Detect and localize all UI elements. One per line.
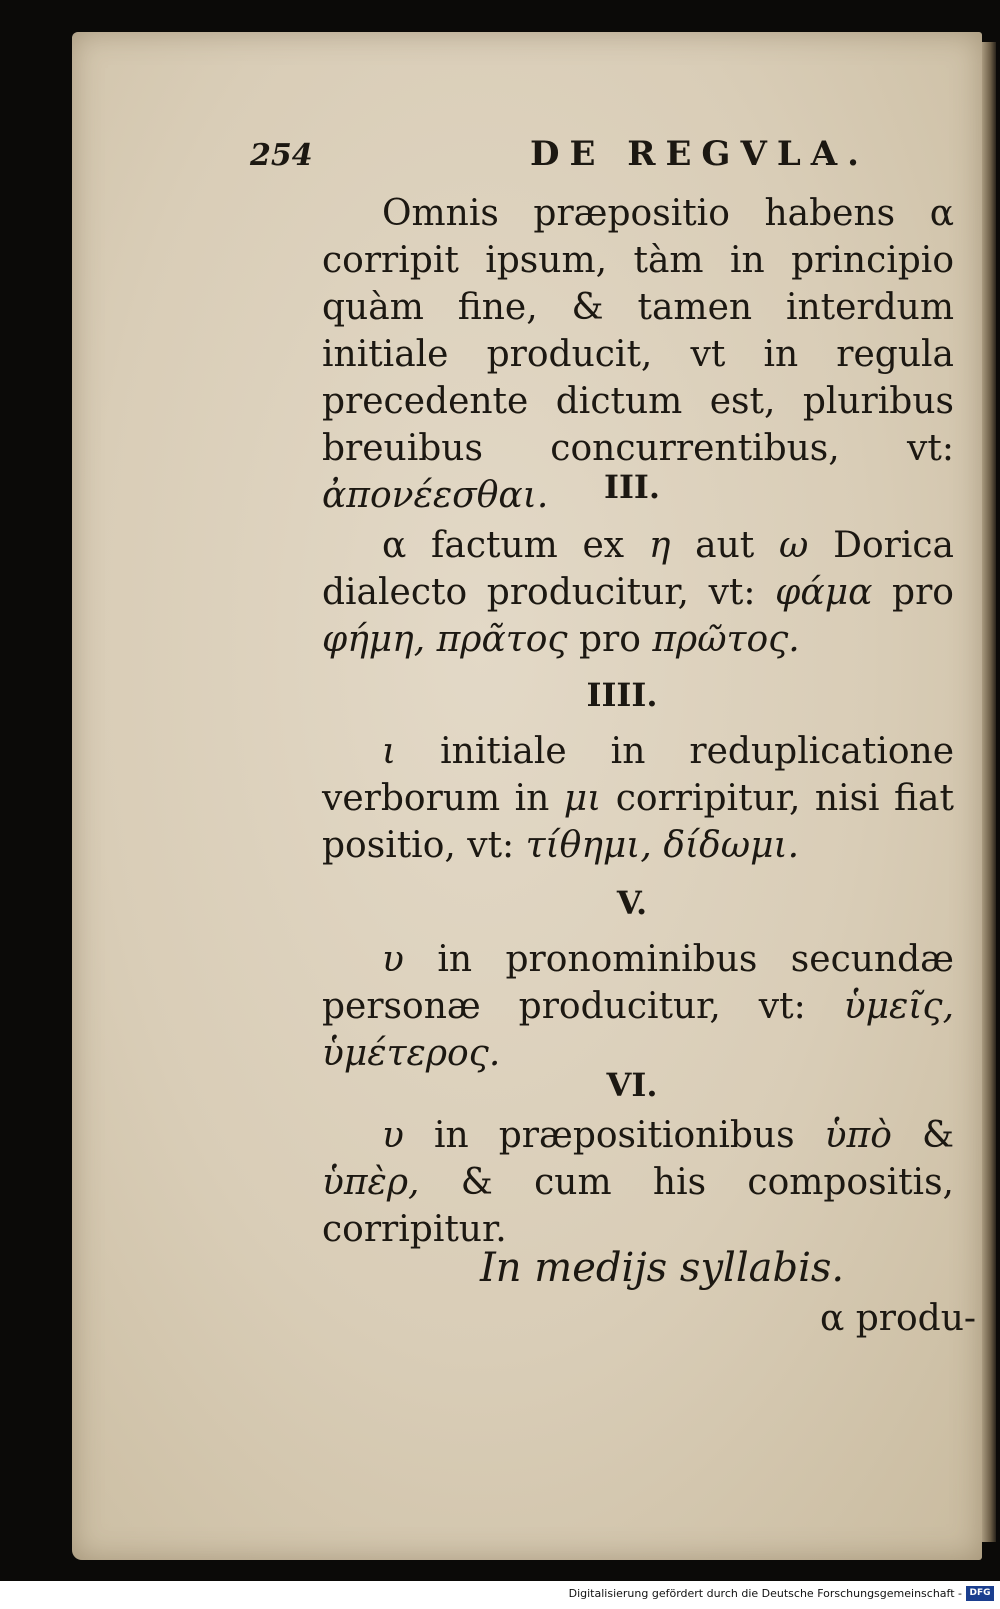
paragraph-3-aut: aut — [695, 525, 755, 566]
numeral-vi: VI. — [606, 1066, 658, 1104]
numeral-v: V. — [616, 884, 648, 922]
paragraph-4-text-2: corripitur, nisi fiat positio, vt: — [322, 778, 954, 866]
paragraph-1-greek: ἀπονέεσθαι. — [322, 475, 549, 516]
section-heading: In medijs syllabis. — [480, 1245, 845, 1291]
page-edge — [982, 42, 996, 1542]
paragraph-6 — [322, 1112, 954, 1253]
paragraph-5 — [322, 936, 954, 1077]
paragraph-3-pro-2: pro — [578, 619, 641, 660]
footer-bar — [0, 1581, 1000, 1609]
paragraph-3-pro-1: pro — [892, 572, 954, 613]
paragraph-6-and: & — [921, 1115, 955, 1156]
numeral-iii: III. — [603, 468, 661, 506]
paragraph-4-greek: τίθημι, δίδωμι. — [525, 825, 800, 866]
paragraph-6-greek-2: ὑπὲρ, — [322, 1162, 420, 1203]
paragraph-6-greek-1: ὑπὸ — [824, 1115, 892, 1156]
paragraph-6-text-2: & cum his compositis, corripitur. — [322, 1162, 954, 1250]
paragraph-3-mid: Dorica dialecto producitur, vt: — [322, 525, 954, 613]
paragraph-4-iota: ι — [382, 731, 397, 772]
paragraph-4-mi: μι — [563, 778, 602, 819]
paragraph-6-upsilon: υ — [382, 1115, 404, 1156]
paragraph-5-greek: ὑμεῖς, ὑμέτερος. — [322, 986, 955, 1074]
paragraph-3 — [322, 522, 954, 663]
numeral-iiii: IIII. — [586, 676, 658, 714]
paragraph-3-greek-4: πρῶτος. — [652, 619, 800, 660]
paragraph-5-upsilon: υ — [382, 939, 404, 980]
running-title: DE REGVLA. — [530, 134, 869, 174]
paragraph-4-text-1: initiale in reduplicatione verborum in — [322, 731, 954, 819]
paragraph-3-greek-3: πρᾶτος — [436, 619, 568, 660]
page-number: 254 — [250, 138, 313, 173]
dfg-logo-icon: DFG — [966, 1586, 994, 1601]
footer-credit: Digitalisierung gefördert durch die Deutsche Forschungsgemeinschaft - — [568, 1587, 962, 1600]
paragraph-3-greek-1: φάμα — [775, 572, 873, 613]
catchword: α produ- — [820, 1298, 977, 1339]
paragraph-3-omega: ω — [779, 525, 809, 566]
paragraph-3-eta: η — [648, 525, 671, 566]
paragraph-6-text-1: in præpositionibus — [433, 1115, 795, 1156]
paragraph-5-text: in pronominibus secundæ personæ producitur, vt: — [322, 939, 955, 1027]
paragraph-3-greek-2: φήμη, — [322, 619, 426, 660]
paragraph-3-start: α factum ex — [382, 525, 625, 566]
paragraph-1-text: Omnis præpositio habens α corripit ipsum, tàm in principio quàm fine, & tamen interdum initiale producit, vt in regula precedente dictum est, pluribus breuibus concurrentibus, vt: — [322, 193, 954, 469]
paragraph-4 — [322, 728, 954, 869]
